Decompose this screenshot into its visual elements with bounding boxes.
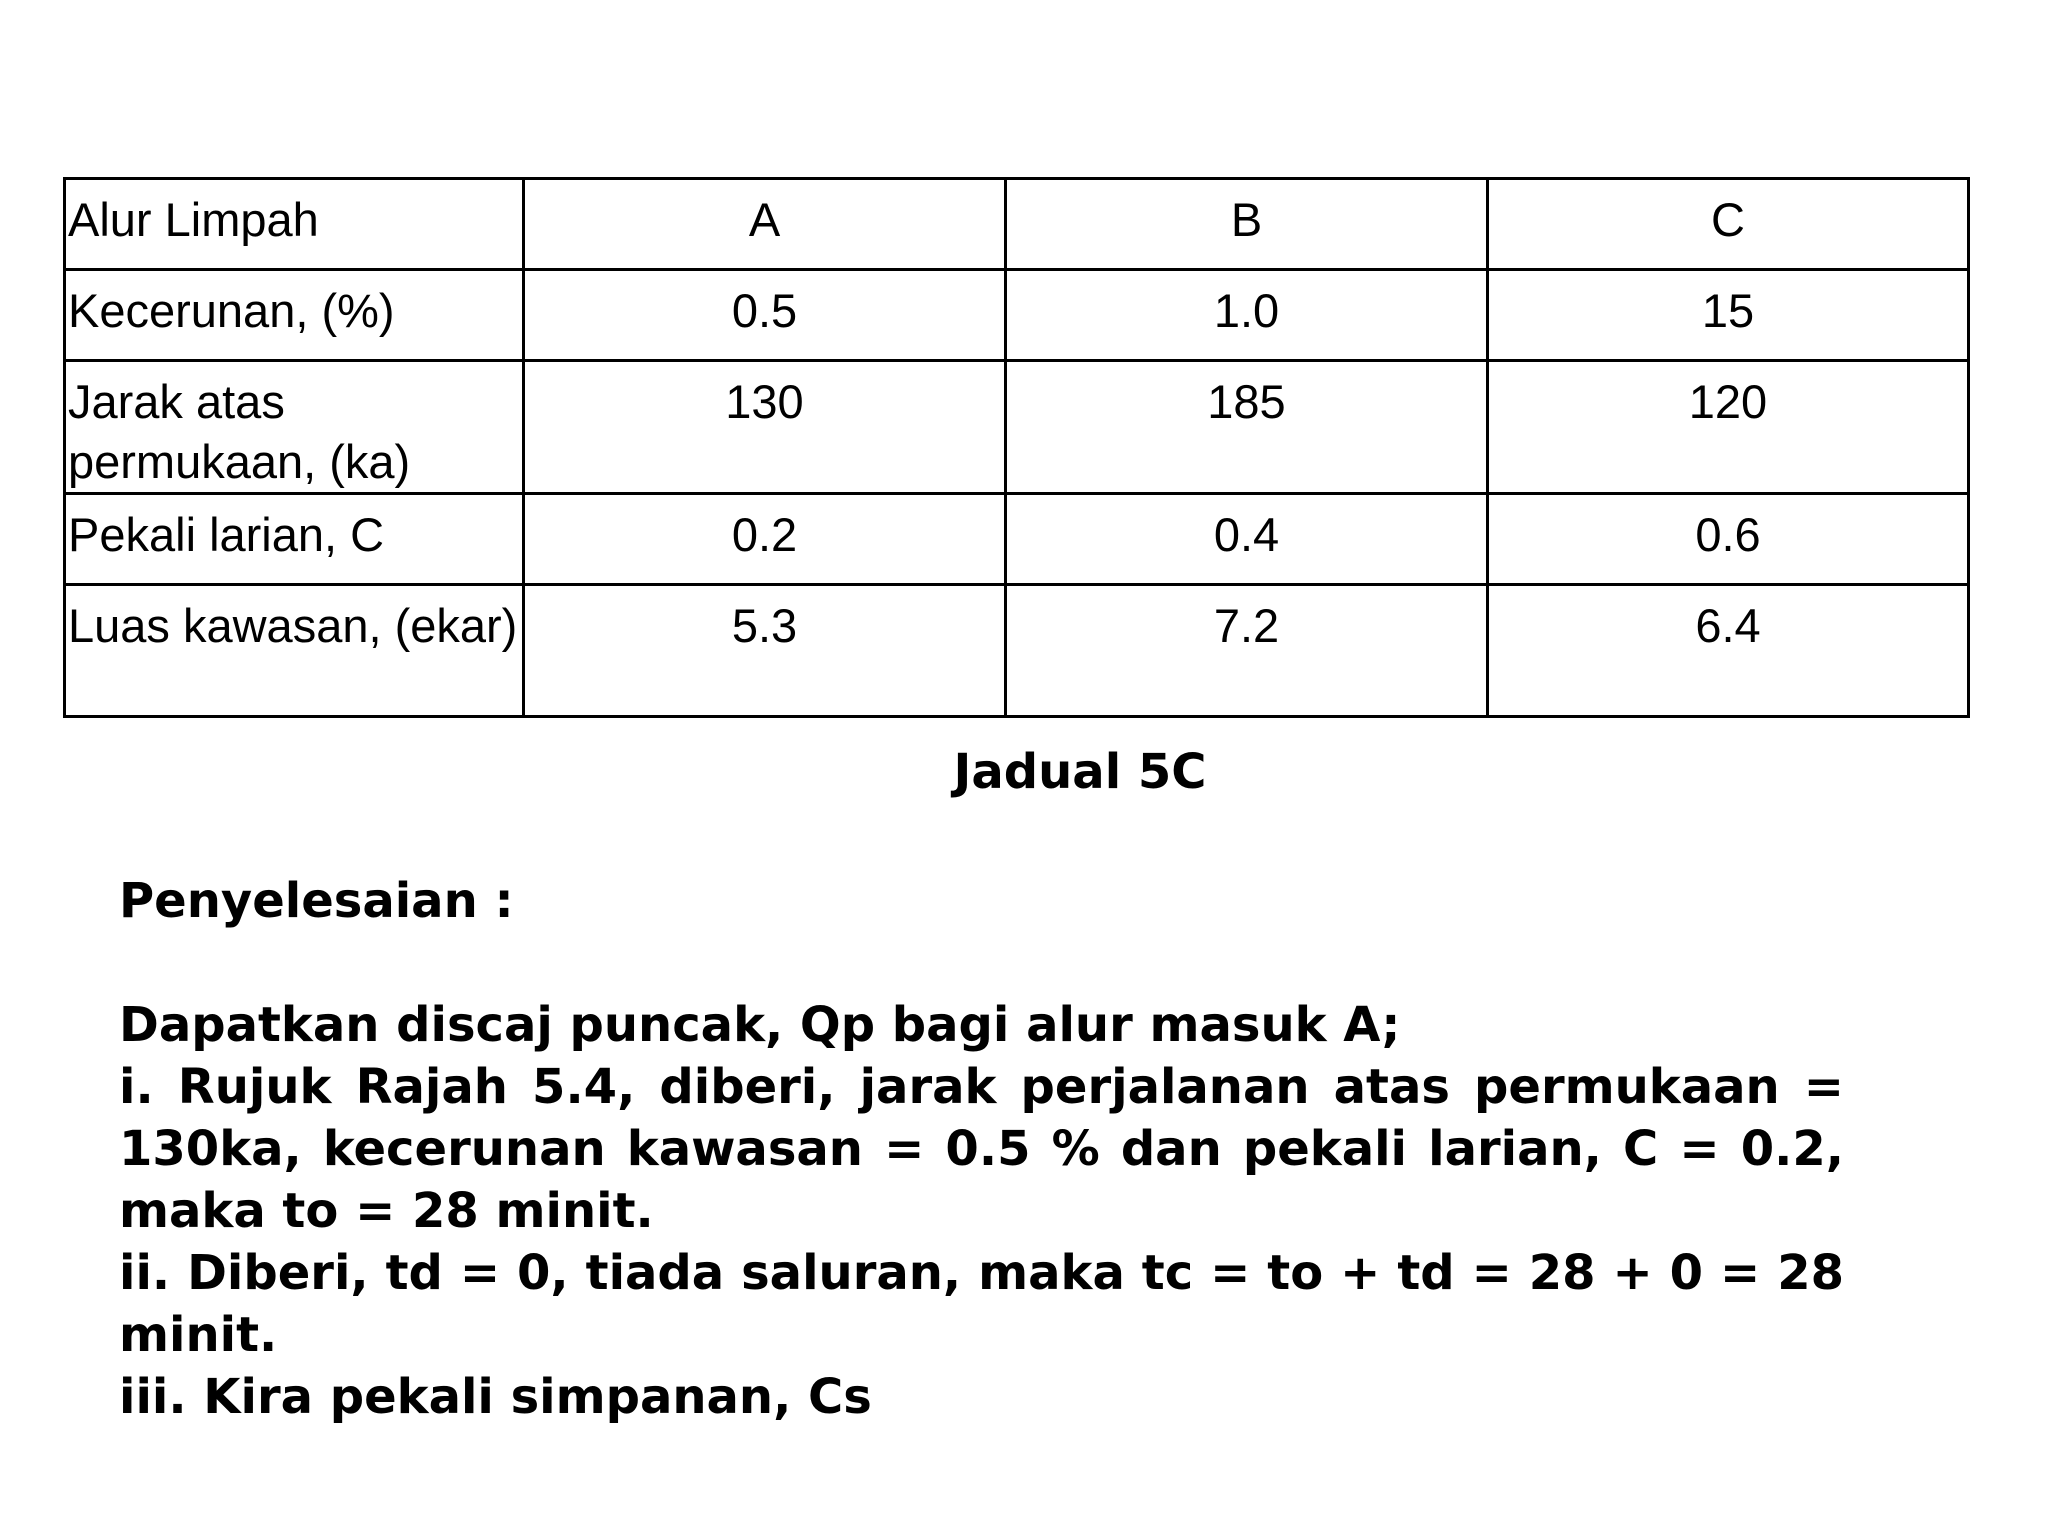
table-cell: 15 <box>1488 270 1969 361</box>
table-cell: 5.3 <box>524 585 1006 717</box>
row-label-kecerunan: Kecerunan, (%) <box>65 270 524 361</box>
solution-step-3: iii. Kira pekali simpanan, Cs <box>119 1369 872 1425</box>
table-caption: Jadual 5C <box>953 744 1207 800</box>
data-table <box>63 177 1970 718</box>
table-cell: 6.4 <box>1488 585 1969 717</box>
header-cell-c: C <box>1488 179 1969 270</box>
solution-step-1: i. Rujuk Rajah 5.4, diberi, jarak perjalanan atas permukaan = 130ka, kecerunan kawasan = 0.5 % dan pekali larian, C = 0.2, maka to = 28 minit. <box>119 1059 1844 1239</box>
table-row <box>65 270 1969 361</box>
table-cell: 0.5 <box>524 270 1006 361</box>
row-label-luas-kawasan: Luas kawasan, (ekar) <box>65 585 524 717</box>
table-cell: 0.6 <box>1488 494 1969 585</box>
table-cell: 7.2 <box>1006 585 1488 717</box>
table-row <box>65 585 1969 717</box>
table-row <box>65 494 1969 585</box>
table-cell: 1.0 <box>1006 270 1488 361</box>
table-header-row <box>65 179 1969 270</box>
header-cell-a: A <box>524 179 1006 270</box>
table-cell: 185 <box>1006 361 1488 494</box>
table-cell: 120 <box>1488 361 1969 494</box>
solution-step-2: ii. Diberi, td = 0, tiada saluran, maka tc = to + td = 28 + 0 = 28 minit. <box>119 1245 1844 1363</box>
header-cell-b: B <box>1006 179 1488 270</box>
table-cell: 130 <box>524 361 1006 494</box>
row-label-jarak-atas-permukaan: Jarak atas permukaan, (ka) <box>65 361 524 494</box>
solution-section <box>119 870 1844 1428</box>
solution-intro: Dapatkan discaj puncak, Qp bagi alur masuk A; <box>119 997 1401 1053</box>
header-cell-alur-limpah: Alur Limpah <box>65 179 524 270</box>
table-cell: 0.4 <box>1006 494 1488 585</box>
table-row <box>65 361 1969 494</box>
row-label-pekali-larian: Pekali larian, C <box>65 494 524 585</box>
table-cell: 0.2 <box>524 494 1006 585</box>
solution-heading: Penyelesaian : <box>119 873 514 929</box>
